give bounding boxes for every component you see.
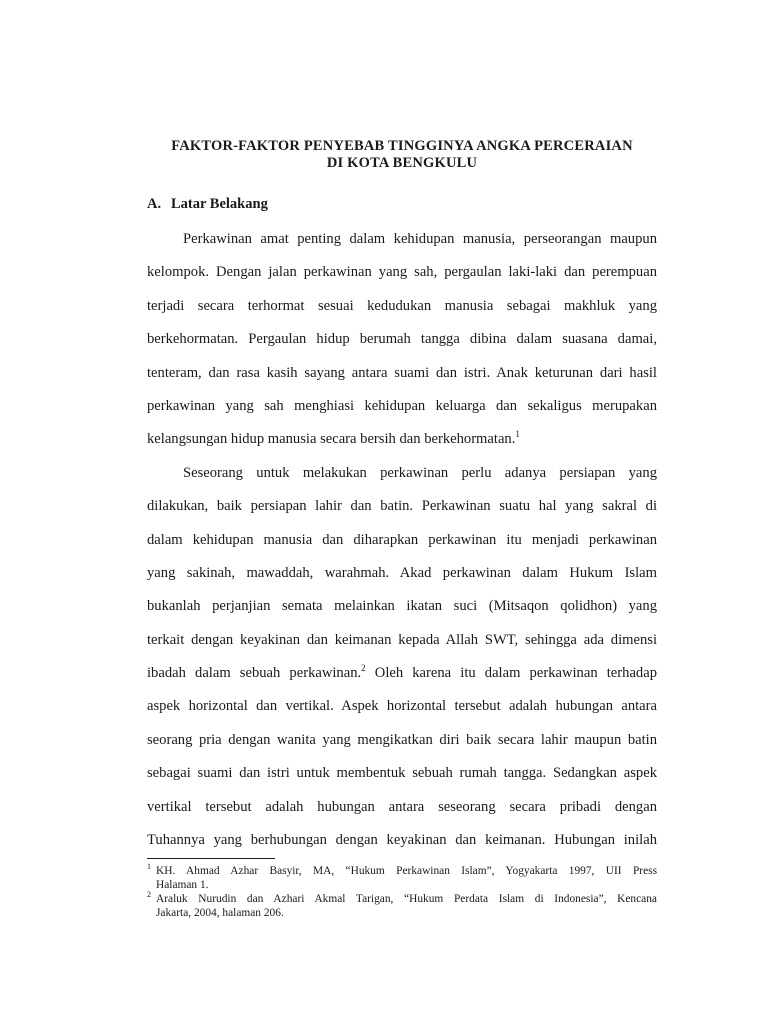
- paragraph-line: terjadi secara terhormat sesuai kedudukan manusia sebagai makhluk yang: [147, 297, 657, 314]
- footnote-1: [147, 864, 657, 892]
- paragraph-line: bukanlah perjanjian semata melainkan ikatan suci (Mitsaqon qolidhon) yang: [147, 598, 657, 615]
- title-line-1: FAKTOR-FAKTOR PENYEBAB TINGGINYA ANGKA PERCERAIAN: [171, 138, 633, 154]
- section-heading: [147, 196, 268, 213]
- paragraph-line-text: kelangsungan hidup manusia secara bersih dan berkehormatan.: [147, 431, 516, 448]
- footnote-2: [147, 892, 657, 920]
- paragraph-line: Tuhannya yang berhubungan dengan keyakinan dan keimanan. Hubungan inilah: [147, 832, 657, 849]
- paragraph-line: [147, 657, 657, 690]
- paragraph-line: kelompok. Dengan jalan perkawinan yang sah, pergaulan laki-laki dan perempuan: [147, 264, 657, 281]
- footnote-line: KH. Ahmad Azhar Basyir, MA, “Hukum Perkawinan Islam”, Yogyakarta 1997, UII Press: [156, 865, 657, 877]
- paragraph-line: yang sakinah, mawaddah, warahmah. Akad perkawinan dalam Hukum Islam: [147, 564, 657, 581]
- paragraph-line: terkait dengan keyakinan dan keimanan kepada Allah SWT, sehingga ada dimensi: [147, 631, 657, 648]
- footnote-line: Jakarta, 2004, halaman 206.: [156, 907, 284, 919]
- paragraph-line: seorang pria dengan wanita yang mengikatkan diri baik secara lahir maupun batin: [147, 731, 657, 748]
- paragraph-line-tail: Oleh karena itu dalam perkawinan terhadap: [365, 665, 657, 682]
- footnote-line: Halaman 1.: [156, 879, 209, 891]
- paragraph-line: sebagai suami dan istri untuk membentuk sebuah rumah tangga. Sedangkan aspek: [147, 765, 657, 782]
- footnotes: [147, 864, 657, 920]
- section-number: A.: [147, 196, 162, 212]
- footnote-ref-1[interactable]: 1: [515, 429, 520, 440]
- paragraph-line: [147, 423, 657, 456]
- footnote-line: Araluk Nurudin dan Azhari Akmal Tarigan, “Hukum Perdata Islam di Indonesia”, Kencana: [156, 893, 657, 905]
- page-title: [130, 138, 674, 172]
- footnote-mark: 1: [147, 862, 151, 871]
- paragraph-line: vertikal tersebut adalah hubungan antara seseorang secara pribadi dengan: [147, 798, 657, 815]
- paragraph-line: aspek horizontal dan vertikal. Aspek horizontal tersebut adalah hubungan antara: [147, 698, 657, 715]
- footnote-separator: [147, 858, 275, 859]
- footnote-mark: 2: [147, 890, 151, 899]
- paragraph-line: dalam kehidupan manusia dan diharapkan perkawinan itu menjadi perkawinan: [147, 531, 657, 548]
- paragraph-line: Perkawinan amat penting dalam kehidupan manusia, perseorangan maupun: [183, 231, 657, 247]
- paragraph-line: Seseorang untuk melakukan perkawinan perlu adanya persiapan yang: [183, 464, 657, 481]
- title-line-2: DI KOTA BENGKULU: [326, 155, 478, 171]
- section-title: Latar Belakang: [171, 196, 268, 212]
- footnote-ref-2[interactable]: 2: [361, 663, 366, 674]
- body-text: [147, 223, 657, 857]
- paragraph-line: berkehormatan. Pergaulan hidup berumah tangga dibina dalam suasana damai,: [147, 331, 657, 348]
- paragraph-line: dilakukan, baik persiapan lahir dan batin. Perkawinan suatu hal yang sakral di: [147, 498, 657, 515]
- paragraph-line: perkawinan yang sah menghiasi kehidupan keluarga dan sekaligus merupakan: [147, 397, 657, 414]
- paragraph-line-text: ibadah dalam sebuah perkawinan.: [147, 665, 362, 682]
- paragraph-line: tenteram, dan rasa kasih sayang antara suami dan istri. Anak keturunan dari hasil: [147, 364, 657, 381]
